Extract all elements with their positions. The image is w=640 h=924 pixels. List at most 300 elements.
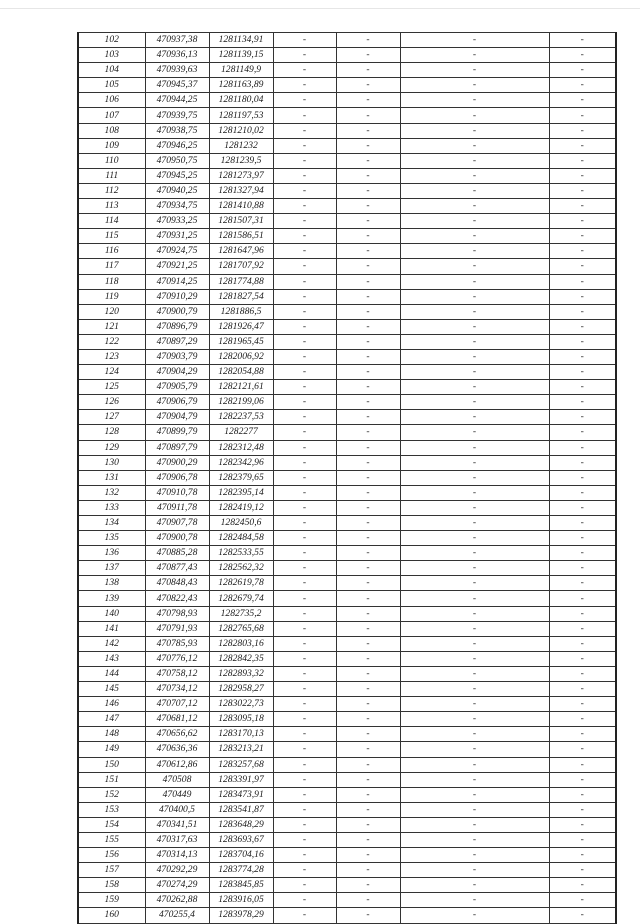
column-5-cell: - [336, 727, 400, 742]
x-coordinate-cell: 470274,29 [145, 878, 209, 893]
column-6-cell: - [400, 395, 549, 410]
column-5-cell: - [336, 666, 400, 681]
column-7-cell: - [549, 516, 616, 531]
y-coordinate-cell: 1281327,94 [209, 183, 273, 198]
column-5-cell: - [336, 33, 400, 48]
column-4-cell: - [273, 229, 336, 244]
column-7-cell: - [549, 365, 616, 380]
point-number-cell: 106 [78, 93, 145, 108]
column-5-cell: - [336, 787, 400, 802]
column-4-cell: - [273, 470, 336, 485]
table-row [78, 138, 616, 153]
x-coordinate-cell: 470758,12 [145, 666, 209, 681]
column-4-cell: - [273, 666, 336, 681]
column-7-cell: - [549, 138, 616, 153]
x-coordinate-cell: 470791,93 [145, 621, 209, 636]
point-number-cell: 132 [78, 485, 145, 500]
x-coordinate-cell: 470848,43 [145, 576, 209, 591]
column-4-cell: - [273, 365, 336, 380]
y-coordinate-cell: 1282419,12 [209, 500, 273, 515]
column-6-cell: - [400, 516, 549, 531]
x-coordinate-cell: 470707,12 [145, 697, 209, 712]
column-5-cell: - [336, 802, 400, 817]
column-4-cell: - [273, 787, 336, 802]
column-5-cell: - [336, 561, 400, 576]
table-row [78, 576, 616, 591]
column-6-cell: - [400, 500, 549, 515]
column-5-cell: - [336, 863, 400, 878]
point-number-cell: 105 [78, 78, 145, 93]
point-number-cell: 125 [78, 380, 145, 395]
table-row [78, 410, 616, 425]
coordinates-table-body [78, 33, 616, 924]
column-4-cell: - [273, 183, 336, 198]
y-coordinate-cell: 1282342,96 [209, 455, 273, 470]
point-number-cell: 157 [78, 863, 145, 878]
x-coordinate-cell: 470449 [145, 787, 209, 802]
column-5-cell: - [336, 319, 400, 334]
y-coordinate-cell: 1281134,91 [209, 33, 273, 48]
x-coordinate-cell: 470924,75 [145, 244, 209, 259]
x-coordinate-cell: 470877,43 [145, 561, 209, 576]
column-6-cell: - [400, 455, 549, 470]
y-coordinate-cell: 1282199,06 [209, 395, 273, 410]
y-coordinate-cell: 1282484,58 [209, 531, 273, 546]
table-row [78, 168, 616, 183]
x-coordinate-cell: 470936,13 [145, 48, 209, 63]
column-5-cell: - [336, 500, 400, 515]
column-7-cell: - [549, 757, 616, 772]
column-4-cell: - [273, 863, 336, 878]
x-coordinate-cell: 470905,79 [145, 380, 209, 395]
x-coordinate-cell: 470946,25 [145, 138, 209, 153]
page-top-edge [0, 8, 640, 9]
column-5-cell: - [336, 908, 400, 923]
column-4-cell: - [273, 561, 336, 576]
x-coordinate-cell: 470933,25 [145, 214, 209, 229]
column-6-cell: - [400, 63, 549, 78]
column-6-cell: - [400, 319, 549, 334]
table-row [78, 199, 616, 214]
point-number-cell: 117 [78, 259, 145, 274]
point-number-cell: 139 [78, 591, 145, 606]
column-4-cell: - [273, 138, 336, 153]
point-number-cell: 103 [78, 48, 145, 63]
y-coordinate-cell: 1282379,65 [209, 470, 273, 485]
x-coordinate-cell: 470656,62 [145, 727, 209, 742]
column-4-cell: - [273, 485, 336, 500]
column-4-cell: - [273, 682, 336, 697]
table-row [78, 682, 616, 697]
column-6-cell: - [400, 908, 549, 923]
column-5-cell: - [336, 63, 400, 78]
column-6-cell: - [400, 334, 549, 349]
column-6-cell: - [400, 349, 549, 364]
column-6-cell: - [400, 123, 549, 138]
column-4-cell: - [273, 334, 336, 349]
point-number-cell: 104 [78, 63, 145, 78]
column-7-cell: - [549, 108, 616, 123]
table-row [78, 697, 616, 712]
column-7-cell: - [549, 712, 616, 727]
column-4-cell: - [273, 742, 336, 757]
y-coordinate-cell: 1282619,78 [209, 576, 273, 591]
column-4-cell: - [273, 712, 336, 727]
column-7-cell: - [549, 214, 616, 229]
table-row [78, 93, 616, 108]
column-7-cell: - [549, 878, 616, 893]
y-coordinate-cell: 1282735,2 [209, 606, 273, 621]
column-4-cell: - [273, 259, 336, 274]
y-coordinate-cell: 1281707,92 [209, 259, 273, 274]
y-coordinate-cell: 1281774,88 [209, 274, 273, 289]
y-coordinate-cell: 1283693,67 [209, 832, 273, 847]
point-number-cell: 136 [78, 546, 145, 561]
table-row [78, 500, 616, 515]
column-5-cell: - [336, 591, 400, 606]
column-7-cell: - [549, 33, 616, 48]
column-7-cell: - [549, 168, 616, 183]
point-number-cell: 159 [78, 893, 145, 908]
column-4-cell: - [273, 757, 336, 772]
column-7-cell: - [549, 817, 616, 832]
column-6-cell: - [400, 289, 549, 304]
point-number-cell: 149 [78, 742, 145, 757]
x-coordinate-cell: 470262,88 [145, 893, 209, 908]
column-4-cell: - [273, 63, 336, 78]
column-7-cell: - [549, 183, 616, 198]
table-row [78, 908, 616, 923]
x-coordinate-cell: 470785,93 [145, 636, 209, 651]
column-5-cell: - [336, 410, 400, 425]
column-5-cell: - [336, 380, 400, 395]
y-coordinate-cell: 1281232 [209, 138, 273, 153]
column-4-cell: - [273, 455, 336, 470]
column-5-cell: - [336, 93, 400, 108]
column-7-cell: - [549, 455, 616, 470]
y-coordinate-cell: 1282277 [209, 425, 273, 440]
column-5-cell: - [336, 485, 400, 500]
column-4-cell: - [273, 93, 336, 108]
y-coordinate-cell: 1281827,54 [209, 289, 273, 304]
x-coordinate-cell: 470798,93 [145, 606, 209, 621]
y-coordinate-cell: 1281507,31 [209, 214, 273, 229]
column-4-cell: - [273, 832, 336, 847]
column-5-cell: - [336, 259, 400, 274]
column-6-cell: - [400, 199, 549, 214]
column-4-cell: - [273, 214, 336, 229]
column-5-cell: - [336, 153, 400, 168]
point-number-cell: 133 [78, 500, 145, 515]
column-5-cell: - [336, 395, 400, 410]
column-4-cell: - [273, 621, 336, 636]
point-number-cell: 123 [78, 349, 145, 364]
table-row [78, 214, 616, 229]
x-coordinate-cell: 470944,25 [145, 93, 209, 108]
column-5-cell: - [336, 183, 400, 198]
x-coordinate-cell: 470900,29 [145, 455, 209, 470]
table-row [78, 848, 616, 863]
column-6-cell: - [400, 591, 549, 606]
column-7-cell: - [549, 531, 616, 546]
table-row [78, 365, 616, 380]
column-5-cell: - [336, 138, 400, 153]
column-4-cell: - [273, 425, 336, 440]
column-7-cell: - [549, 425, 616, 440]
table-row [78, 123, 616, 138]
table-row [78, 395, 616, 410]
point-number-cell: 129 [78, 440, 145, 455]
point-number-cell: 127 [78, 410, 145, 425]
column-6-cell: - [400, 802, 549, 817]
column-6-cell: - [400, 636, 549, 651]
x-coordinate-cell: 470897,79 [145, 440, 209, 455]
column-5-cell: - [336, 108, 400, 123]
column-5-cell: - [336, 772, 400, 787]
y-coordinate-cell: 1282842,35 [209, 651, 273, 666]
table-row [78, 621, 616, 636]
point-number-cell: 143 [78, 651, 145, 666]
column-4-cell: - [273, 78, 336, 93]
table-row [78, 485, 616, 500]
table-row [78, 108, 616, 123]
column-7-cell: - [549, 48, 616, 63]
column-4-cell: - [273, 319, 336, 334]
y-coordinate-cell: 1281180,04 [209, 93, 273, 108]
table-row [78, 380, 616, 395]
y-coordinate-cell: 1282958,27 [209, 682, 273, 697]
table-row [78, 259, 616, 274]
y-coordinate-cell: 1283257,68 [209, 757, 273, 772]
column-6-cell: - [400, 817, 549, 832]
y-coordinate-cell: 1281647,96 [209, 244, 273, 259]
column-4-cell: - [273, 153, 336, 168]
column-6-cell: - [400, 546, 549, 561]
x-coordinate-cell: 470314,13 [145, 848, 209, 863]
column-7-cell: - [549, 636, 616, 651]
column-7-cell: - [549, 485, 616, 500]
x-coordinate-cell: 470914,25 [145, 274, 209, 289]
y-coordinate-cell: 1282237,53 [209, 410, 273, 425]
point-number-cell: 145 [78, 682, 145, 697]
column-5-cell: - [336, 516, 400, 531]
column-6-cell: - [400, 712, 549, 727]
table-row [78, 742, 616, 757]
column-5-cell: - [336, 576, 400, 591]
column-4-cell: - [273, 395, 336, 410]
table-row [78, 274, 616, 289]
column-4-cell: - [273, 651, 336, 666]
x-coordinate-cell: 470939,63 [145, 63, 209, 78]
point-number-cell: 147 [78, 712, 145, 727]
column-6-cell: - [400, 153, 549, 168]
y-coordinate-cell: 1283022,73 [209, 697, 273, 712]
column-5-cell: - [336, 365, 400, 380]
x-coordinate-cell: 470255,4 [145, 908, 209, 923]
y-coordinate-cell: 1281139,15 [209, 48, 273, 63]
column-4-cell: - [273, 349, 336, 364]
column-4-cell: - [273, 274, 336, 289]
column-7-cell: - [549, 772, 616, 787]
column-5-cell: - [336, 893, 400, 908]
column-6-cell: - [400, 365, 549, 380]
column-7-cell: - [549, 727, 616, 742]
column-7-cell: - [549, 93, 616, 108]
column-4-cell: - [273, 576, 336, 591]
column-4-cell: - [273, 908, 336, 923]
column-7-cell: - [549, 440, 616, 455]
x-coordinate-cell: 470636,36 [145, 742, 209, 757]
point-number-cell: 148 [78, 727, 145, 742]
table-row [78, 153, 616, 168]
column-6-cell: - [400, 485, 549, 500]
x-coordinate-cell: 470937,38 [145, 33, 209, 48]
column-5-cell: - [336, 531, 400, 546]
point-number-cell: 120 [78, 304, 145, 319]
column-6-cell: - [400, 697, 549, 712]
column-6-cell: - [400, 183, 549, 198]
column-6-cell: - [400, 576, 549, 591]
point-number-cell: 113 [78, 199, 145, 214]
column-7-cell: - [549, 63, 616, 78]
x-coordinate-cell: 470896,79 [145, 319, 209, 334]
point-number-cell: 137 [78, 561, 145, 576]
point-number-cell: 119 [78, 289, 145, 304]
x-coordinate-cell: 470911,78 [145, 500, 209, 515]
column-4-cell: - [273, 33, 336, 48]
x-coordinate-cell: 470903,79 [145, 349, 209, 364]
column-7-cell: - [549, 229, 616, 244]
column-7-cell: - [549, 244, 616, 259]
column-7-cell: - [549, 606, 616, 621]
coordinates-table [77, 32, 617, 924]
table-row [78, 817, 616, 832]
x-coordinate-cell: 470681,12 [145, 712, 209, 727]
table-row [78, 636, 616, 651]
column-6-cell: - [400, 848, 549, 863]
table-row [78, 772, 616, 787]
y-coordinate-cell: 1281886,5 [209, 304, 273, 319]
column-4-cell: - [273, 123, 336, 138]
point-number-cell: 134 [78, 516, 145, 531]
column-5-cell: - [336, 304, 400, 319]
y-coordinate-cell: 1281163,89 [209, 78, 273, 93]
table-row [78, 48, 616, 63]
x-coordinate-cell: 470292,29 [145, 863, 209, 878]
column-7-cell: - [549, 304, 616, 319]
x-coordinate-cell: 470904,79 [145, 410, 209, 425]
column-4-cell: - [273, 289, 336, 304]
column-4-cell: - [273, 500, 336, 515]
column-7-cell: - [549, 908, 616, 923]
column-4-cell: - [273, 199, 336, 214]
table-row [78, 787, 616, 802]
y-coordinate-cell: 1283391,97 [209, 772, 273, 787]
point-number-cell: 107 [78, 108, 145, 123]
column-6-cell: - [400, 304, 549, 319]
x-coordinate-cell: 470945,25 [145, 168, 209, 183]
table-row [78, 757, 616, 772]
column-6-cell: - [400, 259, 549, 274]
point-number-cell: 153 [78, 802, 145, 817]
table-row [78, 666, 616, 681]
column-5-cell: - [336, 123, 400, 138]
y-coordinate-cell: 1282562,32 [209, 561, 273, 576]
column-7-cell: - [549, 319, 616, 334]
column-4-cell: - [273, 108, 336, 123]
column-5-cell: - [336, 621, 400, 636]
x-coordinate-cell: 470904,29 [145, 365, 209, 380]
point-number-cell: 122 [78, 334, 145, 349]
y-coordinate-cell: 1283473,91 [209, 787, 273, 802]
column-7-cell: - [549, 78, 616, 93]
column-6-cell: - [400, 78, 549, 93]
x-coordinate-cell: 470341,51 [145, 817, 209, 832]
x-coordinate-cell: 470899,79 [145, 425, 209, 440]
point-number-cell: 116 [78, 244, 145, 259]
column-7-cell: - [549, 666, 616, 681]
column-7-cell: - [549, 289, 616, 304]
x-coordinate-cell: 470910,29 [145, 289, 209, 304]
point-number-cell: 121 [78, 319, 145, 334]
y-coordinate-cell: 1282679,74 [209, 591, 273, 606]
x-coordinate-cell: 470910,78 [145, 485, 209, 500]
table-row [78, 470, 616, 485]
point-number-cell: 156 [78, 848, 145, 863]
column-4-cell: - [273, 380, 336, 395]
column-4-cell: - [273, 48, 336, 63]
table-row [78, 425, 616, 440]
column-6-cell: - [400, 229, 549, 244]
column-5-cell: - [336, 546, 400, 561]
column-7-cell: - [549, 259, 616, 274]
table-row [78, 546, 616, 561]
column-7-cell: - [549, 651, 616, 666]
point-number-cell: 144 [78, 666, 145, 681]
column-6-cell: - [400, 214, 549, 229]
table-row [78, 516, 616, 531]
y-coordinate-cell: 1281586,51 [209, 229, 273, 244]
point-number-cell: 150 [78, 757, 145, 772]
column-6-cell: - [400, 440, 549, 455]
column-5-cell: - [336, 697, 400, 712]
x-coordinate-cell: 470906,78 [145, 470, 209, 485]
x-coordinate-cell: 470508 [145, 772, 209, 787]
x-coordinate-cell: 470906,79 [145, 395, 209, 410]
column-7-cell: - [549, 742, 616, 757]
column-7-cell: - [549, 832, 616, 847]
column-7-cell: - [549, 682, 616, 697]
table-row [78, 319, 616, 334]
y-coordinate-cell: 1282121,61 [209, 380, 273, 395]
point-number-cell: 115 [78, 229, 145, 244]
table-row [78, 78, 616, 93]
column-5-cell: - [336, 832, 400, 847]
column-6-cell: - [400, 893, 549, 908]
point-number-cell: 141 [78, 621, 145, 636]
point-number-cell: 111 [78, 168, 145, 183]
table-row [78, 727, 616, 742]
x-coordinate-cell: 470897,29 [145, 334, 209, 349]
column-7-cell: - [549, 199, 616, 214]
y-coordinate-cell: 1281149,9 [209, 63, 273, 78]
column-5-cell: - [336, 455, 400, 470]
y-coordinate-cell: 1282893,32 [209, 666, 273, 681]
column-6-cell: - [400, 682, 549, 697]
y-coordinate-cell: 1282803,16 [209, 636, 273, 651]
column-4-cell: - [273, 546, 336, 561]
y-coordinate-cell: 1283541,87 [209, 802, 273, 817]
